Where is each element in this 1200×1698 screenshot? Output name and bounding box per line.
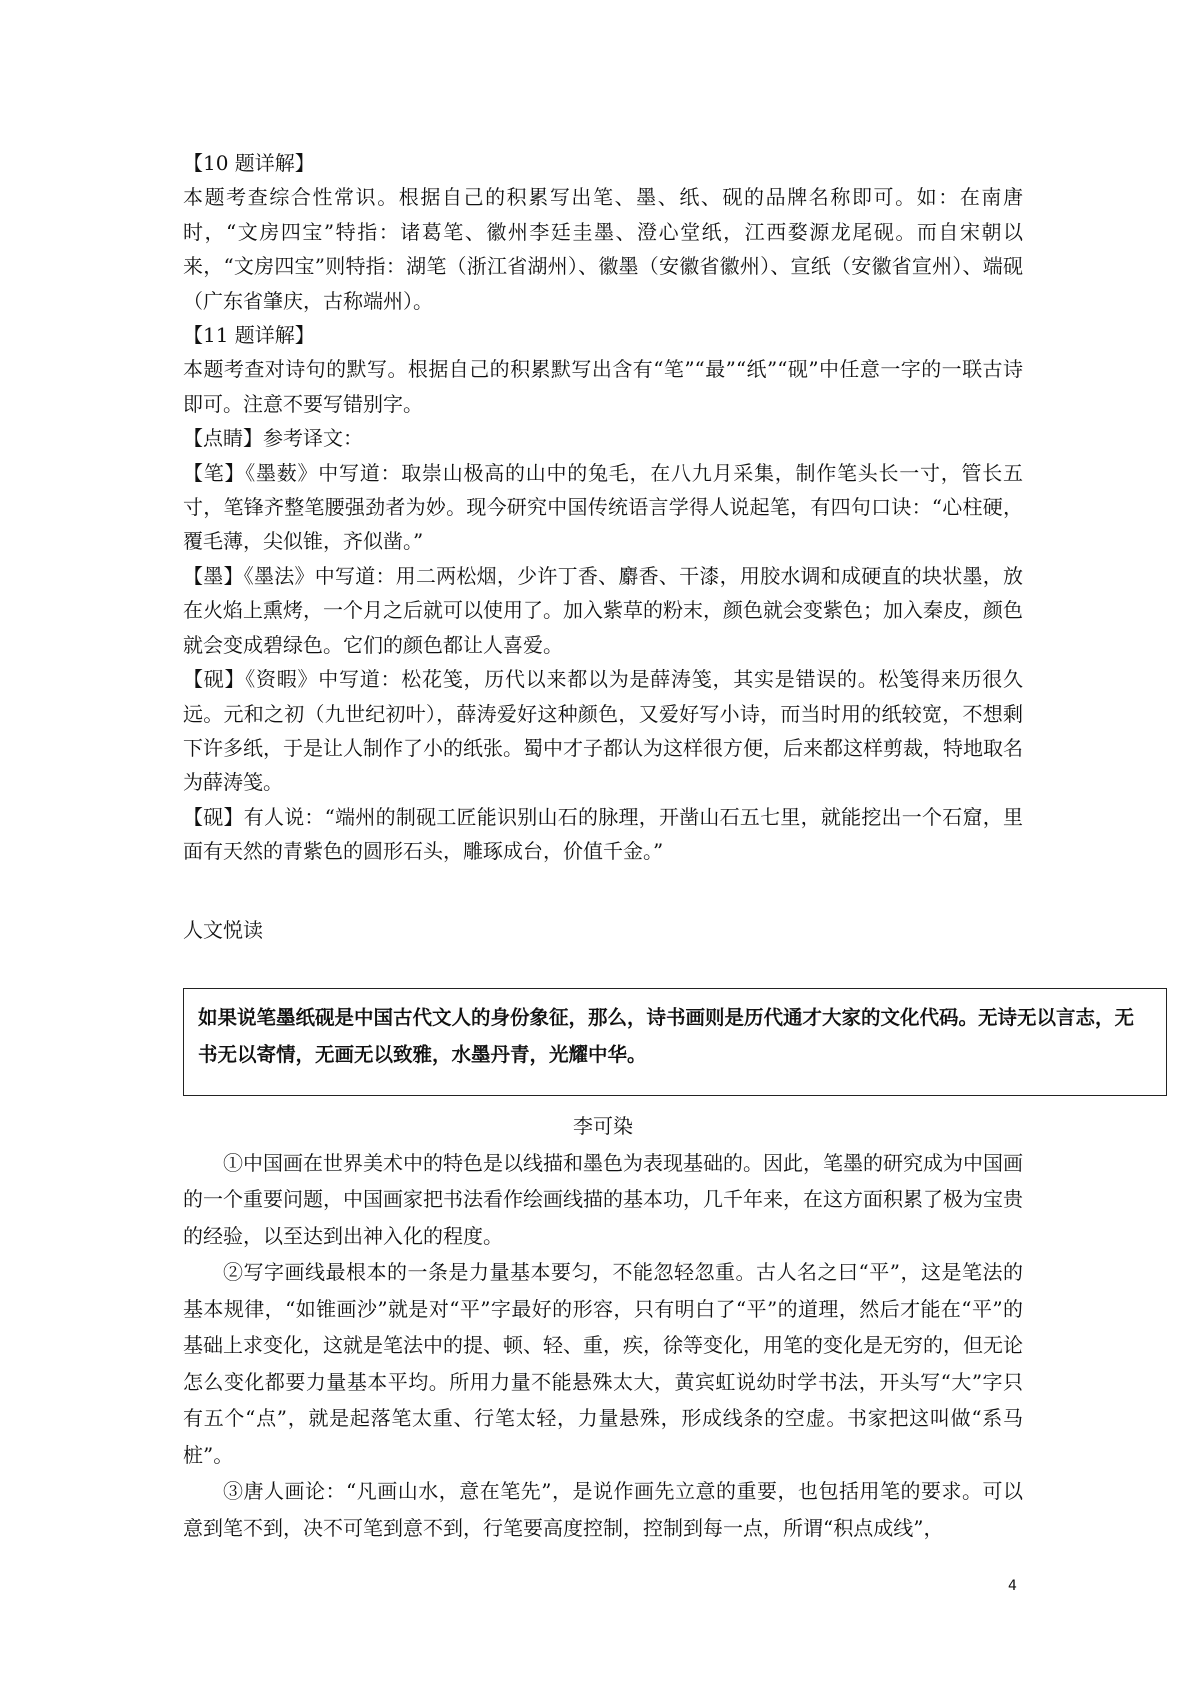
q11-explanation: 本题考查对诗句的默写。根据自己的积累默写出含有“笔”“最”“纸”“砚”中任意一字的一联古诗即可。注意不要写错别字。 (183, 357, 1023, 416)
article-paragraph-3: ③唐人画论：“凡画山水，意在笔先”，是说作画先立意的重要，也包括用笔的要求。可以意到笔不到，决不可笔到意不到，行笔要高度控制，控制到每一点，所谓“积点成线”， (183, 1479, 1023, 1540)
section-title: 人文悦读 (183, 917, 263, 942)
q10-heading: 【10 题详解】 (183, 151, 315, 175)
q10-explanation: 本题考查综合性常识。根据自己的积累写出笔、墨、纸、砚的品牌名称即可。如：在南唐时，“文房四宝”特指：诸葛笔、徽州李廷圭墨、澄心堂纸，江西婺源龙尾砚。而自宋朝以来，“文房四宝”则特指：湖笔（浙江省湖州）、徽墨（安徽省徽州）、宣纸（安徽省宣州）、端砚（广东省肇庆，古称端州）。 (183, 185, 1023, 313)
article-paragraph-2: ②写字画线最根本的一条是力量基本要匀，不能忽轻忽重。古人名之曰“平”，这是笔法的基本规律，“如锥画沙”就是对“平”字最好的形容，只有明白了“平”的道理，然后才能在“平”的基础上求变化，这就是笔法中的提、顿、轻、重，疾，徐等变化，用笔的变化是无穷的，但无论怎么变化都要力量基本平均。所用力量不能悬殊太大，黄宾虹说幼时学书法，开头写“大”字只有五个“点”，就是起落笔太重、行笔太轻，力量悬殊，形成线条的空虚。书家把这叫做“系马桩”。 (183, 1260, 1023, 1467)
answer-explanations (183, 146, 1023, 947)
article-paragraph-1: ①中国画在世界美术中的特色是以线描和墨色为表现基础的。因此，笔墨的研究成为中国画的一个重要问题，中国画家把书法看作绘画线描的基本功，几千年来，在这方面积累了极为宝贵的经验，以至达到出神入化的程度。 (183, 1150, 1023, 1248)
page-number: 4 (1008, 1578, 1017, 1594)
article-author: 李可染 (573, 1114, 633, 1138)
note-inkstone-2: 【砚】有人说：“端州的制砚工匠能识别山石的脉理，开凿山石五七里，就能挖出一个石窟，里面有天然的青紫色的圆形石头，雕琢成台，价值千金。” (183, 804, 1023, 864)
note-ink: 【墨】《墨法》中写道：用二两松烟，少许丁香、麝香、干漆，用胶水调和成硬直的块状墨，放在火焰上熏烤，一个月之后就可以使用了。加入紫草的粉末，颜色就会变紫色；加入秦皮，颜色就会变成碧绿色。它们的颜色都让人喜爱。 (183, 563, 1023, 657)
reading-article (183, 1108, 1023, 1546)
q11-heading: 【11 题详解】 (183, 323, 315, 348)
note-inkstone-1: 【砚】《资暇》中写道：松花笺，历代以来都以为是薛涛笺，其实是错误的。松笺得来历很久远。元和之初（九世纪初叶），薛涛爱好这种颜色，又爱好写小诗，而当时用的纸较宽，不想剩下许多纸，于是让人制作了小的纸张。蜀中才子都认为这样很方便，后来都这样剪裁，特地取名为薛涛笺。 (183, 667, 1023, 795)
intro-callout-box: 如果说笔墨纸砚是中国古代文人的身份象征，那么，诗书画则是历代通才大家的文化代码。无诗无以言志，无书无以寄情，无画无以致雅，水墨丹青，光耀中华。 (183, 988, 1167, 1096)
note-brush: 【笔】《墨薮》中写道：取崇山极高的山中的兔毛，在八九月采集，制作笔头长一寸，管长五寸，笔锋齐整笔腰强劲者为妙。现今研究中国传统语言学得人说起笔，有四句口诀：“心柱硬，覆毛薄，尖似锥，齐似凿。” (183, 460, 1023, 554)
note-heading: 【点睛】参考译文： (183, 426, 363, 451)
